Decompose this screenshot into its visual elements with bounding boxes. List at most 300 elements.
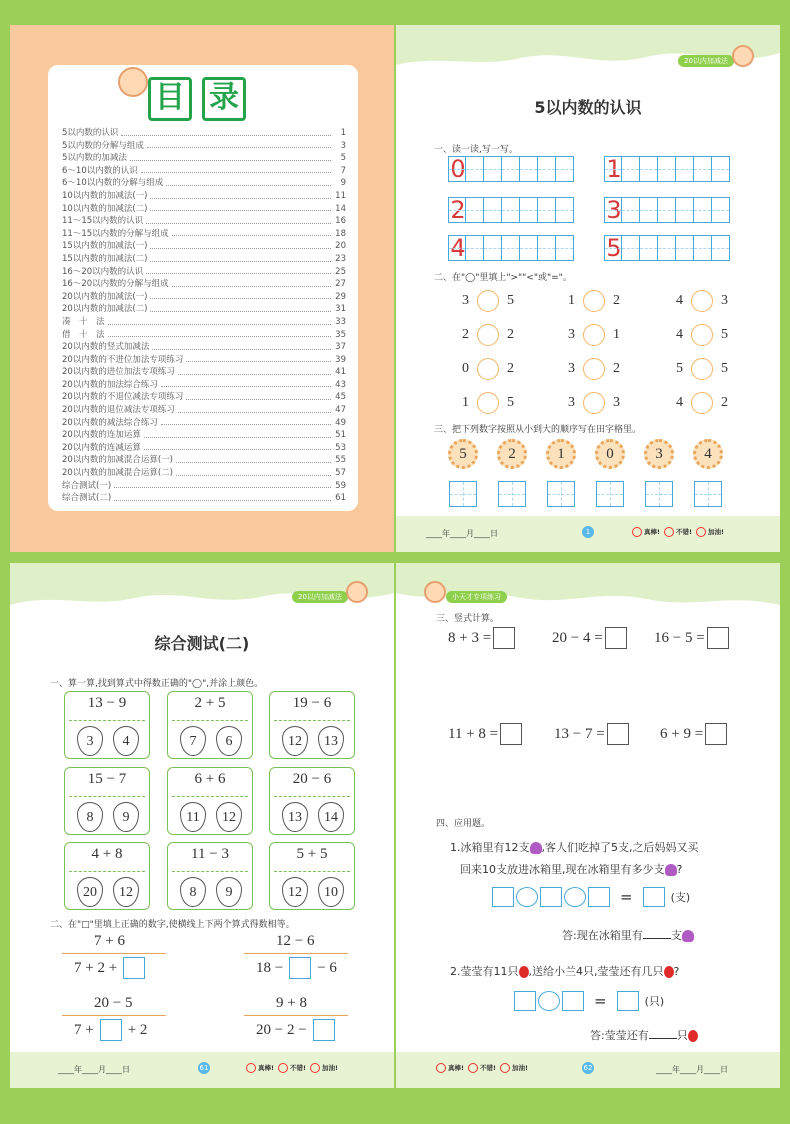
eval-keep-going[interactable]: 加油!	[696, 527, 724, 537]
ice-cream-icon	[682, 930, 694, 942]
toc-item[interactable]	[62, 278, 346, 291]
pear-option[interactable]: 9	[216, 877, 242, 907]
writing-grid-row	[448, 156, 574, 182]
toc-item[interactable]	[62, 253, 346, 266]
self-evaluation	[246, 1063, 338, 1073]
pear-option[interactable]: 12	[216, 802, 242, 832]
toc-item[interactable]	[62, 429, 346, 442]
eval-great[interactable]: 真棒!	[246, 1063, 274, 1073]
pear-option[interactable]: 11	[180, 802, 206, 832]
toc-item-title: 综合测试(一)	[62, 480, 112, 491]
equation-rule	[62, 1015, 166, 1016]
writing-cell[interactable]	[502, 235, 520, 261]
balloon-icon	[664, 966, 674, 978]
toc-item-title: 凑 十 法	[62, 316, 105, 327]
compare-right: 2	[721, 395, 728, 410]
toc-item-title: 20以内数的退位减法专项练习	[62, 405, 175, 416]
operator-circle[interactable]	[516, 887, 538, 907]
toc-leader-dots	[166, 177, 331, 186]
compare-circle[interactable]	[477, 392, 499, 414]
writing-cell[interactable]	[466, 156, 484, 182]
compare-left: 3	[568, 395, 575, 410]
calculation-item	[448, 627, 515, 649]
writing-cell[interactable]	[658, 235, 676, 261]
pear-option[interactable]: 4	[113, 726, 139, 756]
answer-blank[interactable]	[643, 938, 671, 939]
writing-cell[interactable]	[694, 197, 712, 223]
ice-cream-icon	[530, 842, 542, 854]
writing-cell[interactable]	[538, 235, 556, 261]
writing-grid-row	[604, 197, 730, 223]
writing-cell[interactable]	[466, 197, 484, 223]
writing-cell[interactable]	[658, 197, 676, 223]
toc-item[interactable]	[62, 215, 346, 228]
writing-cell	[604, 197, 622, 223]
answer-box[interactable]	[540, 887, 562, 907]
answer-box[interactable]	[289, 957, 311, 979]
card-expression: 20 − 6	[292, 771, 332, 787]
flower-number: 2	[497, 439, 527, 469]
toc-item-page: 9	[340, 178, 346, 189]
eval-keep-going[interactable]: 加油!	[500, 1063, 528, 1073]
pear-option[interactable]: 13	[318, 726, 344, 756]
toc-item-page: 29	[335, 291, 346, 302]
card-expression: 15 − 7	[87, 771, 127, 787]
card-expression: 13 − 9	[87, 695, 127, 711]
tian-grid-box[interactable]	[645, 481, 673, 507]
toc-item-title: 借 十 法	[62, 329, 105, 340]
writing-grid-row	[604, 235, 730, 261]
eval-good[interactable]: 不错!	[278, 1063, 306, 1073]
operator-circle[interactable]	[538, 991, 560, 1011]
toc-item[interactable]	[62, 228, 346, 241]
toc-item-title: 20以内数的不进位加法专项练习	[62, 354, 184, 365]
writing-cell[interactable]	[640, 235, 658, 261]
pear-option[interactable]: 7	[180, 726, 206, 756]
toc-item[interactable]	[62, 316, 346, 329]
answer-blank[interactable]	[649, 1038, 677, 1039]
page-number: 62	[583, 1064, 593, 1072]
equation-bottom	[74, 1019, 147, 1041]
answer-box[interactable]	[588, 887, 610, 907]
toc-leader-dots	[144, 429, 331, 438]
toc-item[interactable]	[62, 329, 346, 342]
compare-circle[interactable]	[583, 290, 605, 312]
page-footer	[10, 1052, 394, 1088]
writing-cell	[604, 156, 622, 182]
toc-leader-dots	[178, 404, 331, 413]
pear-option[interactable]: 13	[282, 802, 308, 832]
compare-right: 5	[721, 361, 728, 376]
pear-option[interactable]: 6	[216, 726, 242, 756]
toc-item-page: 14	[335, 203, 346, 214]
smiley-icon	[664, 527, 674, 537]
test-page-61	[10, 563, 394, 1088]
footer-date: ____年____月____日	[426, 529, 498, 538]
toc-leader-dots	[141, 165, 331, 174]
section-2-heading: 二、在"□"里填上正确的数字,使横线上下两个算式得数相等。	[50, 920, 295, 930]
toc-item[interactable]	[62, 266, 346, 279]
toc-list	[62, 127, 346, 505]
toc-item[interactable]	[62, 240, 346, 253]
mascot-icon	[424, 581, 446, 603]
compare-circle[interactable]	[691, 358, 713, 380]
tian-grid-box[interactable]	[694, 481, 722, 507]
compare-item	[568, 290, 620, 312]
compare-item	[462, 324, 514, 346]
toc-item[interactable]	[62, 354, 346, 367]
page-footer	[396, 1052, 780, 1088]
writing-cell[interactable]	[622, 235, 640, 261]
compare-circle[interactable]	[691, 392, 713, 414]
pear-card	[167, 767, 253, 835]
toc-leader-dots	[161, 417, 331, 426]
page-number: 1	[582, 526, 594, 538]
toc-item-page: 51	[335, 430, 346, 441]
writing-grid-row	[448, 197, 574, 223]
toc-item-title: 20以内数的加减混合运算(二)	[62, 468, 173, 479]
toc-item-title: 15以内数的加减法(一)	[62, 241, 148, 252]
toc-item[interactable]	[62, 454, 346, 467]
toc-leader-dots	[146, 215, 331, 224]
writing-cell[interactable]	[466, 235, 484, 261]
page-footer	[396, 516, 780, 552]
compare-circle[interactable]	[583, 358, 605, 380]
answer-box[interactable]	[562, 991, 584, 1011]
smiley-icon	[310, 1063, 320, 1073]
page-number: 61	[199, 1064, 209, 1072]
toc-leader-dots	[108, 329, 331, 338]
toc-item-page: 61	[335, 493, 346, 504]
writing-cell[interactable]	[712, 156, 730, 182]
toc-leader-dots	[144, 442, 331, 451]
toc-leader-dots	[150, 303, 331, 312]
toc-leader-dots	[150, 291, 331, 300]
toc-item[interactable]	[62, 203, 346, 216]
toc-item-page: 33	[335, 316, 346, 327]
toc-item-page: 16	[335, 216, 346, 227]
toc-leader-dots	[114, 492, 331, 501]
writing-cell[interactable]	[712, 235, 730, 261]
equation-bottom	[256, 1019, 341, 1041]
equals-sign: =	[620, 888, 633, 906]
answer-box[interactable]	[492, 887, 514, 907]
question-1-answer: 答:现在冰箱里有 支	[562, 927, 694, 943]
equation-top: 20 − 5	[94, 995, 133, 1011]
test-page-62	[396, 563, 780, 1088]
equation-top: 7 + 6	[94, 933, 125, 949]
writing-cell[interactable]	[502, 156, 520, 182]
toc-item[interactable]	[62, 303, 346, 316]
card-divider	[274, 871, 350, 872]
compare-circle[interactable]	[477, 358, 499, 380]
header-badge: 20以内加减法	[292, 591, 348, 603]
calculation-expression: 6 + 9 =	[660, 725, 704, 742]
equation-left-part: 7 +	[74, 1021, 94, 1038]
writing-cell[interactable]	[538, 156, 556, 182]
toc-item-title: 20以内数的连加运算	[62, 430, 141, 441]
compare-right: 1	[613, 327, 620, 342]
compare-circle[interactable]	[583, 324, 605, 346]
writing-cell	[448, 197, 466, 223]
compare-circle[interactable]	[691, 324, 713, 346]
calculation-expression: 20 − 4 =	[552, 629, 603, 646]
answer-box[interactable]	[707, 627, 729, 649]
calculation-item	[660, 723, 727, 745]
writing-cell[interactable]	[484, 197, 502, 223]
eval-keep-going[interactable]: 加油!	[310, 1063, 338, 1073]
toc-item-page: 31	[335, 304, 346, 315]
toc-leader-dots	[176, 454, 331, 463]
toc-item-page: 47	[335, 405, 346, 416]
writing-cell[interactable]	[712, 197, 730, 223]
toc-item-title: 20以内数的加法综合练习	[62, 379, 158, 390]
pear-card	[269, 691, 355, 759]
card-divider	[172, 720, 248, 721]
toc-leader-dots	[108, 316, 331, 325]
pear-option[interactable]: 9	[113, 802, 139, 832]
pear-option[interactable]: 8	[77, 802, 103, 832]
compare-circle[interactable]	[691, 290, 713, 312]
toc-leader-dots	[152, 341, 331, 350]
question-1-line-1: 1.冰箱里有12支 ,客人们吃掉了5支,之后妈妈又买	[450, 841, 699, 854]
pear-option[interactable]: 12	[282, 726, 308, 756]
calculation-expression: 16 − 5 =	[654, 629, 705, 646]
header-badge: 小天才专项练习	[446, 591, 507, 603]
toc-item[interactable]	[62, 366, 346, 379]
pear-option[interactable]: 20	[77, 877, 103, 907]
tian-grid-box[interactable]	[449, 481, 477, 507]
answer-box[interactable]	[493, 627, 515, 649]
calculation-item	[654, 627, 729, 649]
mascot-icon	[118, 67, 148, 97]
card-expression: 4 + 8	[91, 846, 123, 862]
toc-item[interactable]	[62, 341, 346, 354]
eval-good[interactable]: 不错!	[664, 527, 692, 537]
card-divider	[69, 796, 145, 797]
ice-cream-icon	[665, 864, 677, 876]
compare-right: 2	[613, 361, 620, 376]
writing-cell[interactable]	[622, 156, 640, 182]
flower-number: 0	[595, 439, 625, 469]
answer-box[interactable]	[514, 991, 536, 1011]
toc-item[interactable]	[62, 417, 346, 430]
toc-item-title: 20以内数的连减运算	[62, 442, 141, 453]
result-box[interactable]	[617, 991, 639, 1011]
toc-item-title: 15以内数的加减法(二)	[62, 253, 148, 264]
equation-left-part: 18 −	[256, 959, 284, 976]
card-divider	[172, 871, 248, 872]
model-digit: 3	[606, 196, 622, 224]
compare-item	[462, 392, 514, 414]
compare-item	[568, 324, 620, 346]
pear-option[interactable]: 8	[180, 877, 206, 907]
toc-item[interactable]	[62, 442, 346, 455]
toc-item-title: 20以内数的加减法(二)	[62, 304, 148, 315]
eval-good[interactable]: 不错!	[468, 1063, 496, 1073]
tian-grid-box[interactable]	[498, 481, 526, 507]
toc-item-title: 5以内数的认识	[62, 128, 119, 138]
toc-item-page: 39	[335, 354, 346, 365]
writing-cell[interactable]	[676, 235, 694, 261]
pear-option[interactable]: 3	[77, 726, 103, 756]
answer-box[interactable]	[705, 723, 727, 745]
writing-cell[interactable]	[622, 197, 640, 223]
toc-item[interactable]	[62, 165, 346, 178]
compare-circle[interactable]	[583, 392, 605, 414]
writing-cell	[448, 235, 466, 261]
compare-item	[568, 392, 620, 414]
model-digit: 4	[450, 234, 466, 262]
compare-circle[interactable]	[477, 290, 499, 312]
writing-cell[interactable]	[694, 156, 712, 182]
compare-item	[676, 324, 728, 346]
toc-leader-dots	[172, 228, 331, 237]
calculation-item	[554, 723, 629, 745]
compare-left: 5	[676, 361, 683, 376]
writing-cell[interactable]	[484, 156, 502, 182]
model-digit: 0	[450, 155, 466, 183]
toc-item[interactable]	[62, 291, 346, 304]
equals-sign: =	[594, 992, 607, 1010]
card-divider	[274, 720, 350, 721]
writing-cell	[448, 156, 466, 182]
writing-cell[interactable]	[676, 197, 694, 223]
model-digit: 5	[606, 234, 622, 262]
equation-left-part: 20 − 2 −	[256, 1021, 307, 1038]
writing-cell[interactable]	[538, 197, 556, 223]
compare-right: 3	[721, 293, 728, 308]
writing-cell[interactable]	[520, 235, 538, 261]
writing-cell[interactable]	[484, 235, 502, 261]
pear-option[interactable]: 14	[318, 802, 344, 832]
toc-item[interactable]	[62, 152, 346, 165]
answer-box[interactable]	[100, 1019, 122, 1041]
toc-item-title: 20以内数的加减法(一)	[62, 291, 148, 302]
writing-cell[interactable]	[502, 197, 520, 223]
compare-left: 3	[462, 293, 469, 308]
toc-item[interactable]	[62, 391, 346, 404]
toc-item-title: 20以内数的进位加法专项练习	[62, 367, 175, 378]
flower-number: 4	[693, 439, 723, 469]
toc-item[interactable]	[62, 404, 346, 417]
compare-left: 1	[462, 395, 469, 410]
writing-cell[interactable]	[658, 156, 676, 182]
card-divider	[274, 796, 350, 797]
compare-item	[676, 358, 728, 380]
operator-circle[interactable]	[564, 887, 586, 907]
model-digit: 1	[606, 155, 622, 183]
toc-item-page: 20	[335, 241, 346, 252]
answer-box[interactable]	[607, 723, 629, 745]
card-divider	[69, 871, 145, 872]
toc-item-page: 57	[335, 468, 346, 479]
question-2-answer: 答:莹莹还有 只	[590, 1027, 698, 1043]
writing-cell[interactable]	[556, 235, 574, 261]
toc-item[interactable]	[62, 492, 346, 505]
toc-leader-dots	[150, 240, 331, 249]
smiley-icon	[468, 1063, 478, 1073]
writing-cell[interactable]	[520, 156, 538, 182]
card-expression: 5 + 5	[296, 846, 328, 862]
toc-item-page: 41	[335, 367, 346, 378]
equation-top: 9 + 8	[276, 995, 307, 1011]
writing-cell[interactable]	[694, 235, 712, 261]
toc-title-char: 目	[148, 77, 192, 121]
writing-cell[interactable]	[556, 197, 574, 223]
smiley-icon	[500, 1063, 510, 1073]
equation-top: 12 − 6	[276, 933, 315, 949]
answer-box[interactable]	[500, 723, 522, 745]
card-expression: 2 + 5	[194, 695, 226, 711]
compare-left: 0	[462, 361, 469, 376]
pear-option[interactable]: 12	[113, 877, 139, 907]
toc-item[interactable]	[62, 480, 346, 493]
tian-grid-box[interactable]	[596, 481, 624, 507]
writing-cell[interactable]	[676, 156, 694, 182]
toc-leader-dots	[146, 266, 331, 275]
tian-grid-box[interactable]	[547, 481, 575, 507]
eval-great[interactable]: 真棒!	[436, 1063, 464, 1073]
pear-option[interactable]: 12	[282, 877, 308, 907]
writing-grid-row	[604, 156, 730, 182]
toc-item-page: 45	[335, 392, 346, 403]
toc-title	[148, 77, 258, 121]
toc-item-page: 5	[340, 153, 346, 164]
eval-great[interactable]: 真棒!	[632, 527, 660, 537]
toc-item[interactable]	[62, 140, 346, 153]
toc-leader-dots	[161, 379, 331, 388]
writing-cell[interactable]	[556, 156, 574, 182]
pear-card	[167, 842, 253, 910]
answer-box[interactable]	[605, 627, 627, 649]
pear-card	[167, 691, 253, 759]
compare-right: 5	[721, 327, 728, 342]
smiley-icon	[278, 1063, 288, 1073]
writing-cell[interactable]	[640, 197, 658, 223]
toc-item-page: 3	[340, 140, 346, 151]
toc-item-page: 59	[335, 480, 346, 491]
question-1-line-2: 回来10支放进冰箱里,现在冰箱里有多少支 ?	[460, 863, 683, 876]
header-badge: 20以内加减法	[678, 55, 734, 67]
toc-item[interactable]	[62, 467, 346, 480]
toc-item[interactable]	[62, 190, 346, 203]
pear-option[interactable]: 10	[318, 877, 344, 907]
writing-cell	[604, 235, 622, 261]
equation-rule	[244, 953, 348, 954]
toc-item-title: 10以内数的加减法(二)	[62, 203, 148, 214]
answer-box[interactable]	[123, 957, 145, 979]
toc-item[interactable]	[62, 379, 346, 392]
toc-item-page: 18	[335, 228, 346, 239]
answer-box[interactable]	[313, 1019, 335, 1041]
toc-item-page: 7	[340, 165, 346, 176]
card-expression: 19 − 6	[292, 695, 332, 711]
writing-cell[interactable]	[640, 156, 658, 182]
toc-item-title: 综合测试(二)	[62, 493, 112, 504]
toc-item[interactable]	[62, 127, 346, 140]
smiley-icon	[246, 1063, 256, 1073]
result-box[interactable]	[643, 887, 665, 907]
toc-item[interactable]	[62, 177, 346, 190]
section-3-heading: 三、把下列数字按照从小到大的顺序写在田字格里。	[434, 425, 642, 435]
mascot-icon	[346, 581, 368, 603]
compare-circle[interactable]	[477, 324, 499, 346]
question-1-equation	[492, 887, 690, 907]
writing-cell[interactable]	[520, 197, 538, 223]
section-1-heading: 一、读一读,写一写。	[434, 145, 518, 155]
card-divider	[69, 720, 145, 721]
